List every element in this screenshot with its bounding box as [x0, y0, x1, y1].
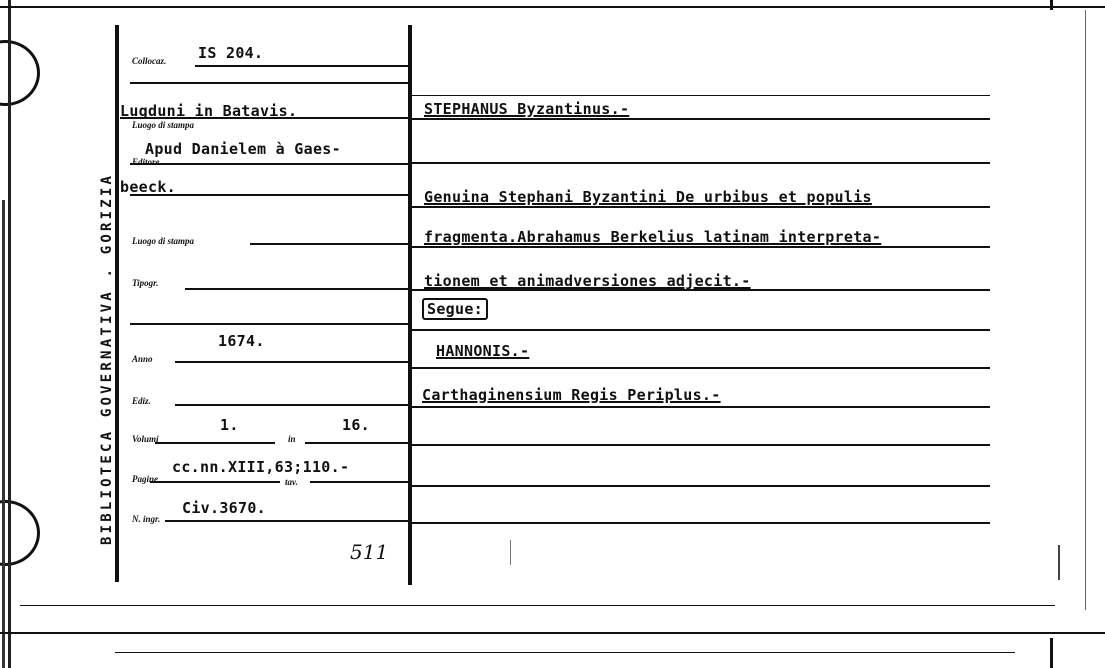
title-line-1: Genuina Stephani Byzantini De urbibus et populis	[424, 188, 872, 206]
rule-tipogr	[185, 288, 412, 290]
label-volumi: Volumi	[132, 434, 159, 444]
rule-editore	[130, 163, 412, 165]
author-heading: STEPHANUS Byzantinus.-	[424, 100, 630, 118]
rule-r8	[412, 367, 990, 369]
rule-r9	[412, 406, 990, 408]
value-anno: 1674.	[218, 332, 265, 350]
rule-ediz	[175, 404, 412, 406]
scratch-mark-4	[510, 540, 511, 565]
rule-r5	[412, 246, 990, 248]
rule-pagine-a	[150, 481, 280, 483]
value-n-ingr: Civ.3670.	[182, 499, 266, 517]
rule-blank	[130, 323, 412, 325]
library-stamp: BIBLIOTECA GOVERNATIVA . GORIZIA	[99, 172, 115, 545]
value-luogo: Lugduni in Batavis.	[120, 102, 298, 120]
rule-volumi-b	[305, 442, 412, 444]
rule-r12	[412, 522, 990, 524]
value-editore-line1: Apud Danielem à Gaes-	[145, 140, 341, 158]
rule-luogo2	[250, 243, 412, 245]
label-collocazione: Collocaz.	[132, 56, 167, 66]
value-volumi: 1.	[220, 416, 239, 434]
middle-column-rule	[408, 25, 412, 585]
binder-hole-bottom	[0, 500, 40, 566]
title-line-3: tionem et animadversiones adjecit.-	[424, 272, 751, 290]
rule-r11	[412, 485, 990, 487]
segue-bracket: Segue:	[422, 298, 488, 320]
left-column-rule	[115, 25, 119, 582]
label-n-ingr: N. ingr.	[132, 514, 161, 524]
rule-volumi-a	[155, 442, 275, 444]
label-tavole: tav.	[285, 477, 298, 487]
card-top-border	[0, 6, 1105, 8]
label-editore: Editore	[132, 157, 160, 167]
title-line-2: fragmenta.Abrahamus Berkelius latinam interpreta-	[424, 228, 882, 246]
second-author: HANNONIS.-	[436, 342, 530, 360]
rule-pagine-b	[310, 481, 412, 483]
label-ediz: Ediz.	[132, 396, 151, 406]
segue-note	[422, 300, 488, 318]
value-editore-line2: beeck.	[120, 178, 176, 196]
rule-r4	[412, 206, 990, 208]
rule-r1	[412, 95, 990, 96]
card-left-edge-shadow	[2, 200, 5, 668]
binder-hole-top	[0, 40, 40, 106]
card-bottom-border	[20, 605, 1055, 606]
value-pagine: cc.nn.XIII,63;110.-	[172, 458, 350, 476]
rule-ningr	[165, 520, 412, 522]
rule-row-a	[130, 82, 412, 84]
label-luogo-di-stampa-2: Luogo di stampa	[132, 236, 195, 246]
label-anno: Anno	[132, 354, 153, 364]
rule-r10	[412, 444, 990, 446]
handwritten-number: 511	[350, 540, 389, 564]
card-left-edge	[8, 0, 11, 668]
second-title: Carthaginensium Regis Periplus.-	[422, 386, 721, 404]
value-formato: 16.	[342, 416, 370, 434]
scratch-mark-2	[1058, 545, 1060, 580]
rule-anno	[175, 361, 412, 363]
card-right-edge	[1085, 10, 1086, 610]
rule-r3	[412, 162, 990, 164]
value-collocazione: IS 204.	[198, 44, 264, 62]
next-card-line	[115, 652, 1015, 653]
next-card-edge	[0, 632, 1105, 634]
rule-r2	[412, 118, 990, 120]
rule-r7	[412, 329, 990, 331]
scratch-mark-3	[1050, 638, 1053, 668]
label-luogo-di-stampa: Luogo di stampa	[132, 120, 195, 130]
label-tipogr: Tipogr.	[132, 278, 159, 288]
label-pagine: Pagine	[132, 474, 158, 484]
label-in: in	[288, 434, 296, 444]
rule-collocazione	[195, 65, 410, 67]
scratch-mark-1	[1050, 0, 1053, 10]
